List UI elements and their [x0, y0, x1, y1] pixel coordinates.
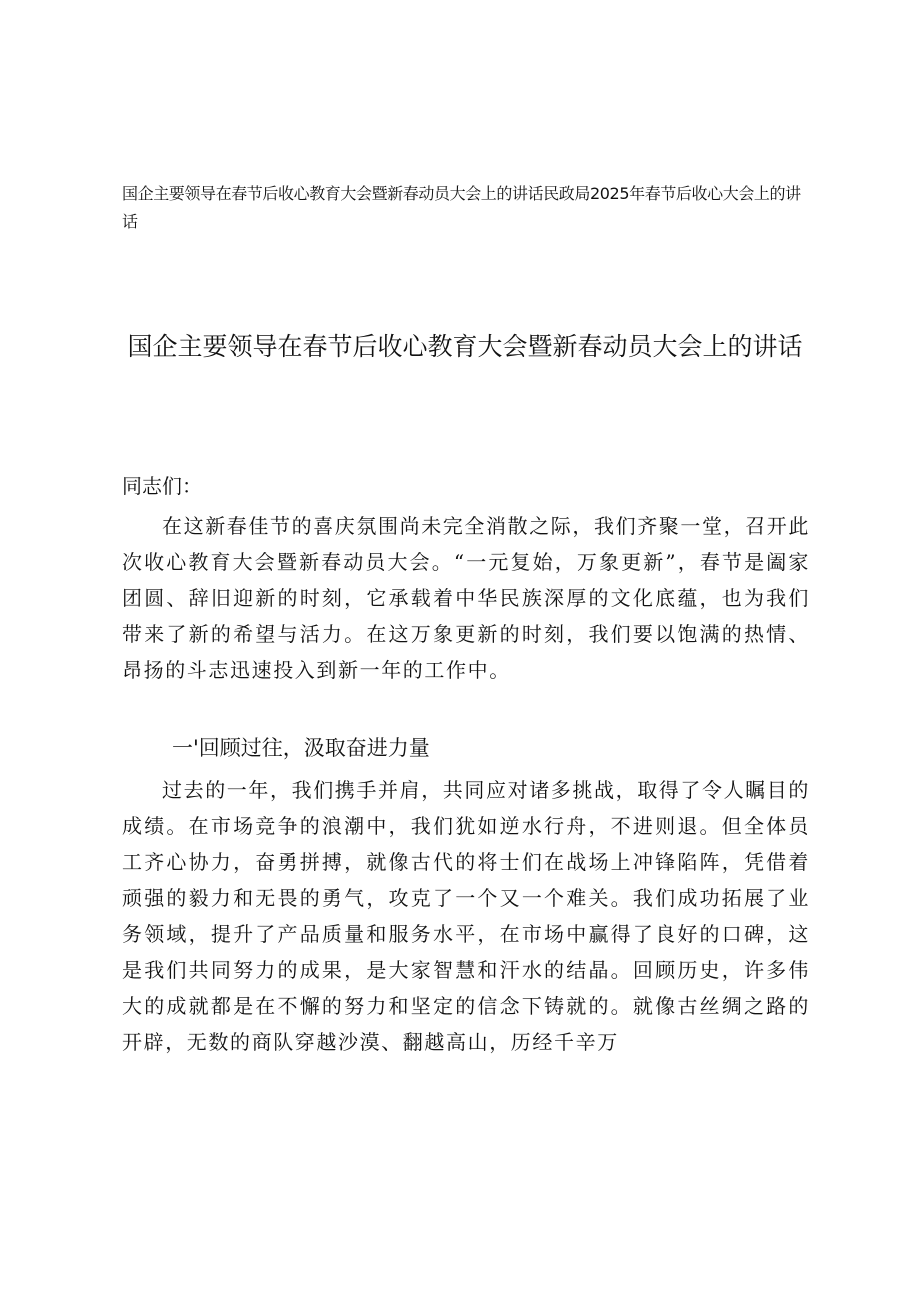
salutation: 同志们：	[122, 474, 202, 498]
section-heading-1: 一'回顾过往，汲取奋进力量	[172, 736, 430, 760]
paragraph-intro: 在这新春佳节的喜庆氛围尚未完全消散之际，我们齐聚一堂，召开此次收心教育大会暨新春动员大会。“一元复始，万象更新”，春节是阖家团圆、辞旧迎新的时刻，它承载着中华民族深厚的文化底蕴，也为我们带来了新的希望与活力。在这万象更新的时刻，我们要以饱满的热情、昂扬的斗志迅速投入到新一年的工作中。	[122, 514, 810, 682]
paragraph-review: 过去的一年，我们携手并肩，共同应对诸多挑战，取得了令人瞩目的成绩。在市场竞争的浪潮中，我们犹如逆水行舟，不进则退。但全体员工齐心协力，奋勇拼搏，就像古代的将士们在战场上冲锋陷阵，凭借着顽强的毅力和无畏的勇气，攻克了一个又一个难关。我们成功拓展了业务领域，提升了产品质量和服务水平，在市场中赢得了良好的口碑，这是我们共同努力的成果，是大家智慧和汗水的结晶。回顾历史，许多伟大的成就都是在不懈的努力和坚定的信念下铸就的。就像古丝绸之路的开辟，无数的商队穿越沙漠、翻越高山，历经千辛万	[122, 778, 810, 1054]
document-header-text: 国企主要领导在春节后收心教育大会暨新春动员大会上的讲话民政局2025年春节后收心大会上的讲话	[122, 184, 801, 231]
page-title: 国企主要领导在春节后收心教育大会暨新春动员大会上的讲话	[127, 332, 803, 361]
